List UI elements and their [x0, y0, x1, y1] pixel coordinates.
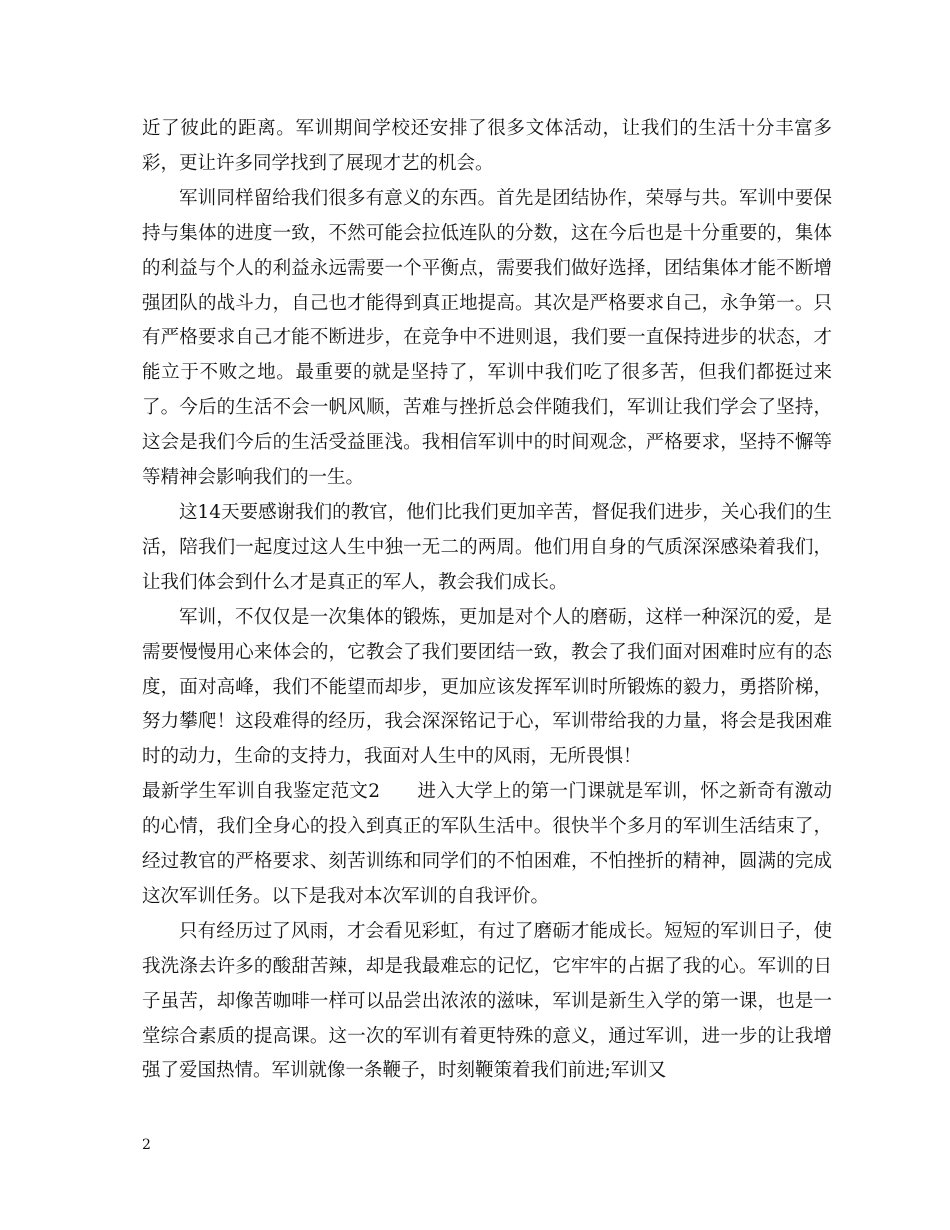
paragraph-text: 这14天要感谢我们的教官，他们比我们更加辛苦，督促我们进步，关心我们的生活，陪我们一起度过这人生中独一无二的两周。他们用自身的气质深深感染着我们，让我们体会到什么才是真正的军人，教会我们成长。	[142, 501, 832, 593]
heading-gap	[380, 781, 417, 802]
paragraph-3	[142, 496, 832, 601]
paragraph-6	[142, 915, 832, 1090]
paragraph-2	[142, 182, 832, 496]
paragraph-1	[142, 112, 832, 182]
paragraph-text: 军训同样留给我们很多有意义的东西。首先是团结协作，荣辱与共。军训中要保持与集体的进度一致，不然可能会拉低连队的分数，这在今后也是十分重要的，集体的利益与个人的利益永远需要一个平衡点，需要我们做好选择，团结集体才能不断增强团队的战斗力，自己也才能得到真正地提高。其次是严格要求自己，永争第一。只有严格要求自己才能不断进步，在竞争中不进则退，我们要一直保持进步的状态，才能立于不败之地。最重要的就是坚持了，军训中我们吃了很多苦，但我们都挺过来了。今后的生活不会一帆风顺，苦难与挫折总会伴随我们，军训让我们学会了坚持，这会是我们今后的生活受益匪浅。我相信军训中的时间观念，严格要求，坚持不懈等等精神会影响我们的一生。	[142, 187, 832, 489]
paragraph-4	[142, 601, 832, 776]
paragraph-text: 军训，不仅仅是一次集体的锻炼，更加是对个人的磨砺，这样一种深沉的爱，是需要慢慢用心来体会的，它教会了我们要团结一致，教会了我们面对困难时应有的态度，面对高峰，我们不能望而却步，更加应该发挥军训时所锻炼的毅力，勇搭阶梯，努力攀爬！这段难得的经历，我会深深铭记于心，军训带给我的力量，将会是我困难时的动力，生命的支持力，我面对人生中的风雨，无所畏惧！	[142, 606, 832, 768]
paragraph-text: 进入大学上的第一门课就是军训，怀之新奇有激动的心情，我们全身心的投入到真正的军队生活中。很快半个多月的军训生活结束了，经过教官的严格要求、刻苦训练和同学们的不怕困难，不怕挫折的精神，圆满的完成这次军训任务。以下是我对本次军训的自我评价。	[142, 781, 832, 907]
paragraph-text: 只有经历过了风雨，才会看见彩虹，有过了磨砺才能成长。短短的军训日子，使我洗涤去许多的酸甜苦辣，却是我最难忘的记忆，它牢牢的占据了我的心。军训的日子虽苦，却像苦咖啡一样可以品尝出浓浓的滋味，军训是新生入学的第一课，也是一堂综合素质的提高课。这一次的军训有着更特殊的意义，通过军训，进一步的让我增强了爱国热情。军训就像一条鞭子，时刻鞭策着我们前进;军训又	[142, 920, 832, 1082]
document-body	[142, 112, 832, 1089]
page-number: 2	[142, 1137, 151, 1153]
section-heading: 最新学生军训自我鉴定范文2	[142, 781, 381, 803]
paragraph-text: 近了彼此的距离。军训期间学校还安排了很多文体活动，让我们的生活十分丰富多彩，更让许多同学找到了展现才艺的机会。	[142, 118, 832, 174]
paragraph-5	[142, 775, 832, 915]
